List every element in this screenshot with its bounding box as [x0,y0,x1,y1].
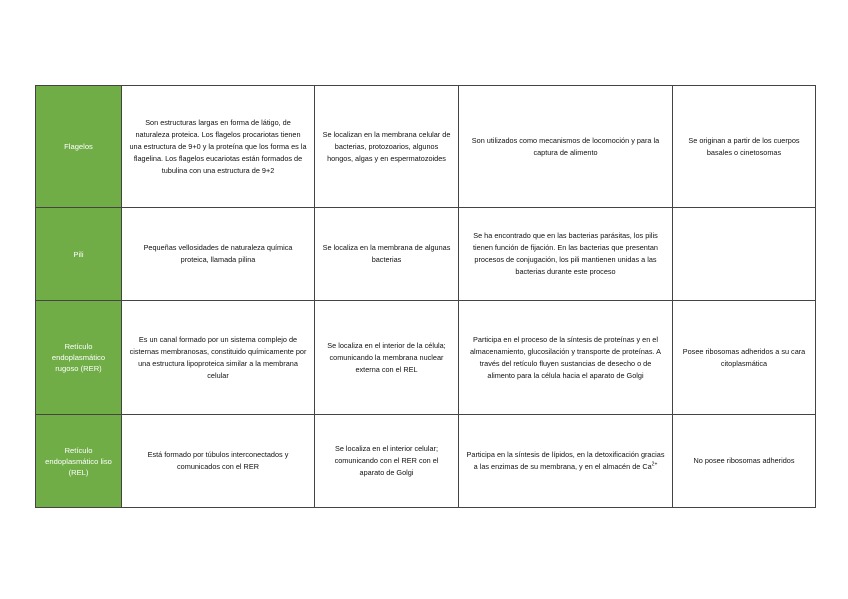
table-row-rer [36,301,816,415]
table-cell: Se ha encontrado que en las bacterias parásitas, los pilis tienen función de fijación. En las bacterias que presentan procesos de conjugación, los pili mantienen unidas a las bacterias durante este proceso [459,208,673,301]
table-cell: No posee ribosomas adheridos [673,415,816,508]
table-cell: Son estructuras largas en forma de látigo, de naturaleza proteica. Los flagelos procariotas tienen una estructura de 9+0 y la proteína que los forma es la flagelina. Los flagelos eucariotas están formados de tubulina con una estructura de 9+2 [122,86,315,208]
row-label: Pili [36,208,122,301]
table-cell: Se localiza en el interior de la célula; comunicando la membrana nuclear externa con el REL [315,301,459,415]
table-row-flagelos [36,86,816,208]
table-cell: Posee ribosomas adheridos a su cara citoplasmática [673,301,816,415]
table-cell: Se localiza en la membrana de algunas bacterias [315,208,459,301]
superscript: 2+ [651,461,658,468]
cell-text: Participa en la síntesis de lípidos, en la detoxificación gracias a las enzimas de su membrana, y en el almacén de Ca [466,450,665,471]
table-cell: Se localizan en la membrana celular de bacterias, protozoarios, algunos hongos, algas y en espermatozoides [315,86,459,208]
table-cell: Participa en el proceso de la síntesis de proteínas y en el almacenamiento, glucosilación y transporte de proteínas. A través del retículo fluyen sustancias de desecho o de alimento para la célula hacia el aparato de Golgi [459,301,673,415]
table-cell: Se localiza en el interior celular; comunicando con el RER con el aparato de Golgi [315,415,459,508]
row-label: Retículo endoplasmático liso (REL) [36,415,122,508]
table-cell-empty [673,208,816,301]
table-row-rel [36,415,816,508]
table-cell [459,415,673,508]
table-cell: Está formado por túbulos interconectados y comunicados con el RER [122,415,315,508]
organelle-table [35,85,816,508]
table-cell: Son utilizados como mecanismos de locomoción y para la captura de alimento [459,86,673,208]
table-cell: Pequeñas vellosidades de naturaleza química proteica, llamada pilina [122,208,315,301]
table-cell: Es un canal formado por un sistema complejo de cisternas membranosas, constituido químicamente por una estructura lipoproteica similar a la membrana celular [122,301,315,415]
table-row-pili [36,208,816,301]
table-cell: Se originan a partir de los cuerpos basales o cinetosomas [673,86,816,208]
row-label: Retículo endoplasmático rugoso (RER) [36,301,122,415]
row-label: Flagelos [36,86,122,208]
